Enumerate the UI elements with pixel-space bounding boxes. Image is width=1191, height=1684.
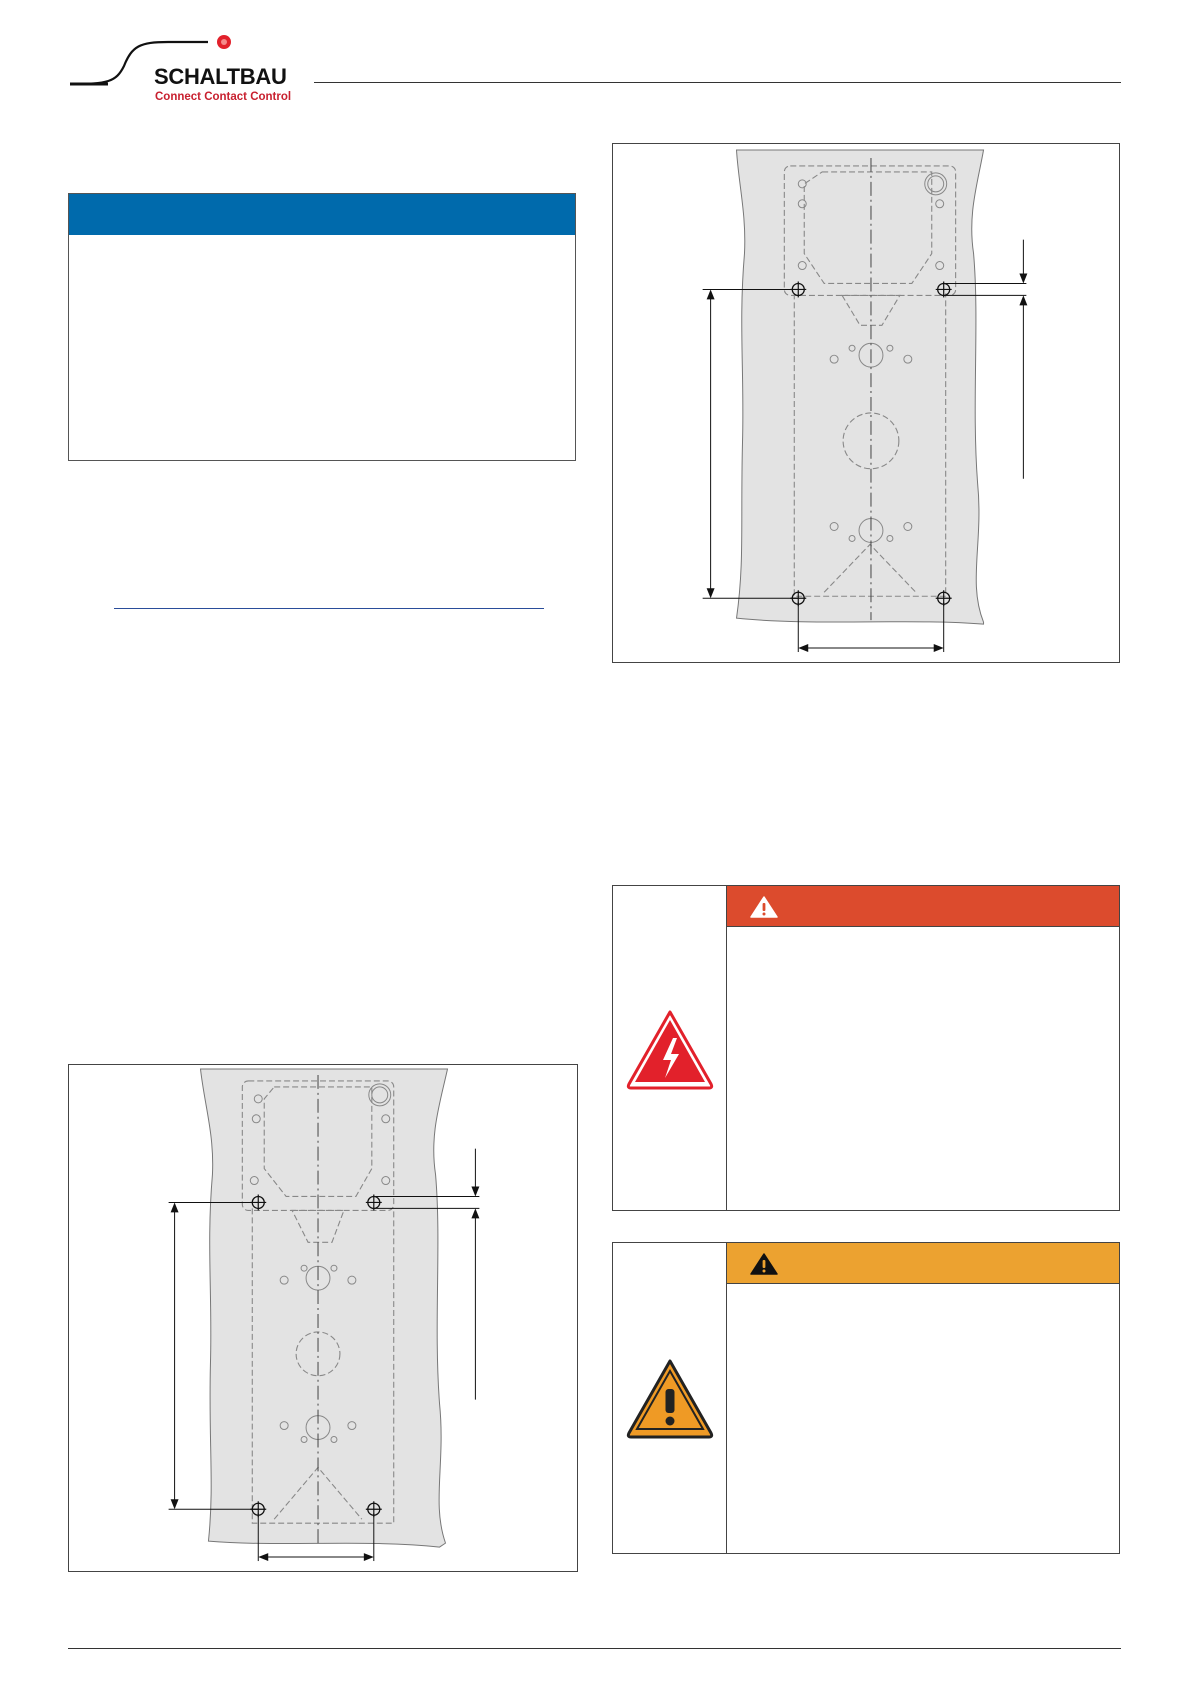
electrical-hazard-icon [625,1008,715,1090]
general-warning-icon [625,1357,715,1439]
footer-rule [68,1648,1121,1649]
warning-header-bar [727,1243,1119,1284]
mounting-drawing-figure-top [612,143,1120,663]
brand-tagline: Connect Contact Control [155,91,292,103]
mounting-plate-drawing [613,144,1119,662]
exclamation-triangle-icon [749,1252,779,1276]
danger-safety-message [612,885,1120,1211]
header-rule [314,82,1121,83]
warning-safety-message [612,1242,1120,1554]
danger-header-bar [727,886,1119,927]
warning-icon-column [613,1243,727,1553]
notice-header-bar [69,194,575,235]
link-underline [114,608,544,609]
exclamation-triangle-icon [749,895,779,919]
mounting-drawing-figure-bottom [68,1064,578,1572]
danger-icon-column [613,886,727,1210]
brand-name: SCHALTBAU [154,64,287,89]
notice-box [68,193,576,461]
mounting-plate-drawing [69,1065,577,1571]
